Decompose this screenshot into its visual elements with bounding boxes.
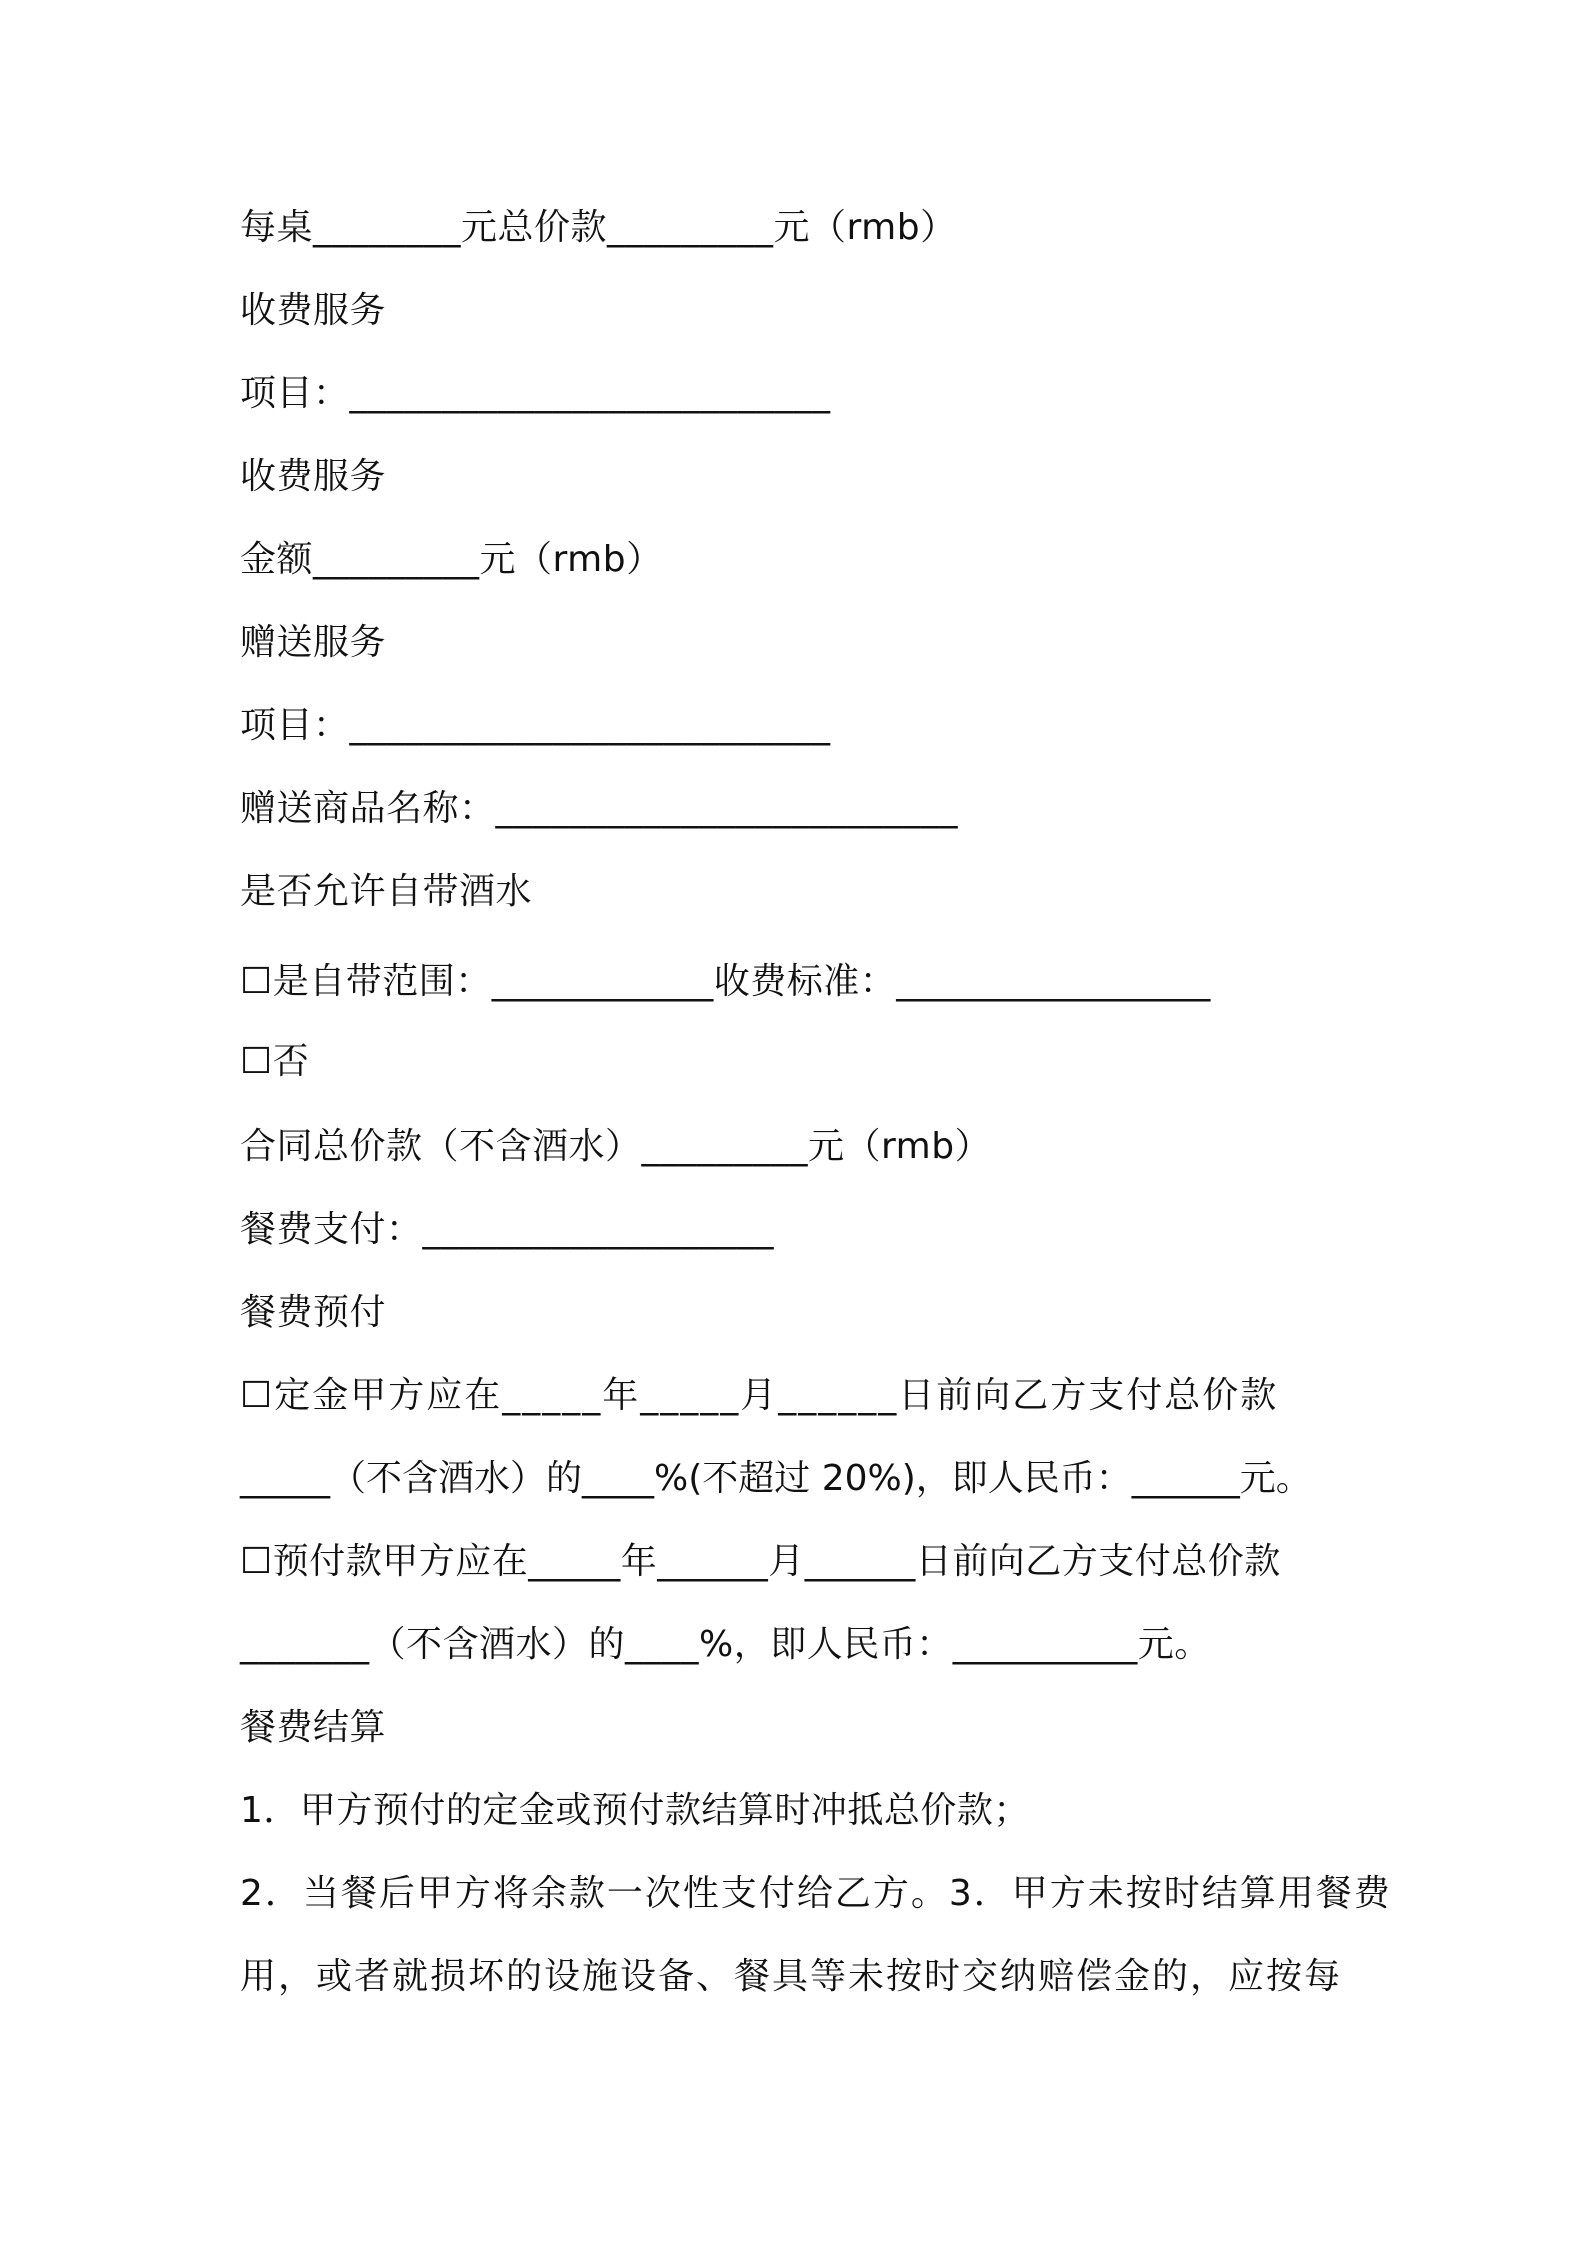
text-line-settlement-heading: 餐费结算 (240, 1707, 387, 1748)
text-line-contract-total: 合同总价款（不含酒水）_________元（rmb） (240, 1126, 992, 1167)
text-line-paid-service-heading-2: 收费服务 (240, 456, 387, 497)
text-line-settlement-item-1: 1．甲方预付的定金或预付款结算时冲抵总价款； (240, 1790, 1030, 1831)
text-line-paid-service-amount: 金额_________元（rmb） (240, 539, 663, 580)
text-line-free-service-item: 项目：__________________________ (240, 705, 831, 746)
text-line-deposit-clause: ☐定金甲方应在_____年_____月______日前向乙方支付总价款 (240, 1375, 1279, 1416)
text-line-own-drinks-heading: 是否允许自带酒水 (240, 871, 533, 912)
text-line-settlement-item-2: 2．当餐后甲方将余款一次性支付给乙方。3．甲方未按时结算用餐费 (240, 1873, 1392, 1914)
text-line-prepayment-heading: 餐费预付 (240, 1292, 387, 1333)
text-line-paid-service-item: 项目：__________________________ (240, 373, 831, 414)
text-line-advance-clause-cont: _______（不含酒水）的____%，即人民币：__________元。 (240, 1624, 1211, 1665)
text-line-own-drinks-no: ☐否 (240, 1041, 310, 1082)
text-line-payment: 餐费支付：___________________ (240, 1209, 775, 1250)
text-line-deposit-clause-cont: _____（不含酒水）的____%(不超过 20%)，即人民币：______元。 (240, 1458, 1312, 1499)
text-line-per-table-price: 每桌________元总价款_________元（rmb） (240, 207, 957, 248)
text-line-gift-name: 赠送商品名称：_________________________ (240, 788, 959, 829)
text-line-advance-clause: ☐预付款甲方应在_____年______月______日前向乙方支付总价款 (240, 1541, 1281, 1582)
text-line-settlement-item-3: 用，或者就损坏的设施设备、餐具等未按时交纳赔偿金的，应按每 (240, 1956, 1343, 1997)
text-line-free-service-heading: 赠送服务 (240, 622, 387, 663)
text-line-own-drinks-yes: ☐是自带范围：____________收费标准：_________________ (240, 961, 1211, 1002)
text-line-paid-service-heading: 收费服务 (240, 290, 387, 331)
